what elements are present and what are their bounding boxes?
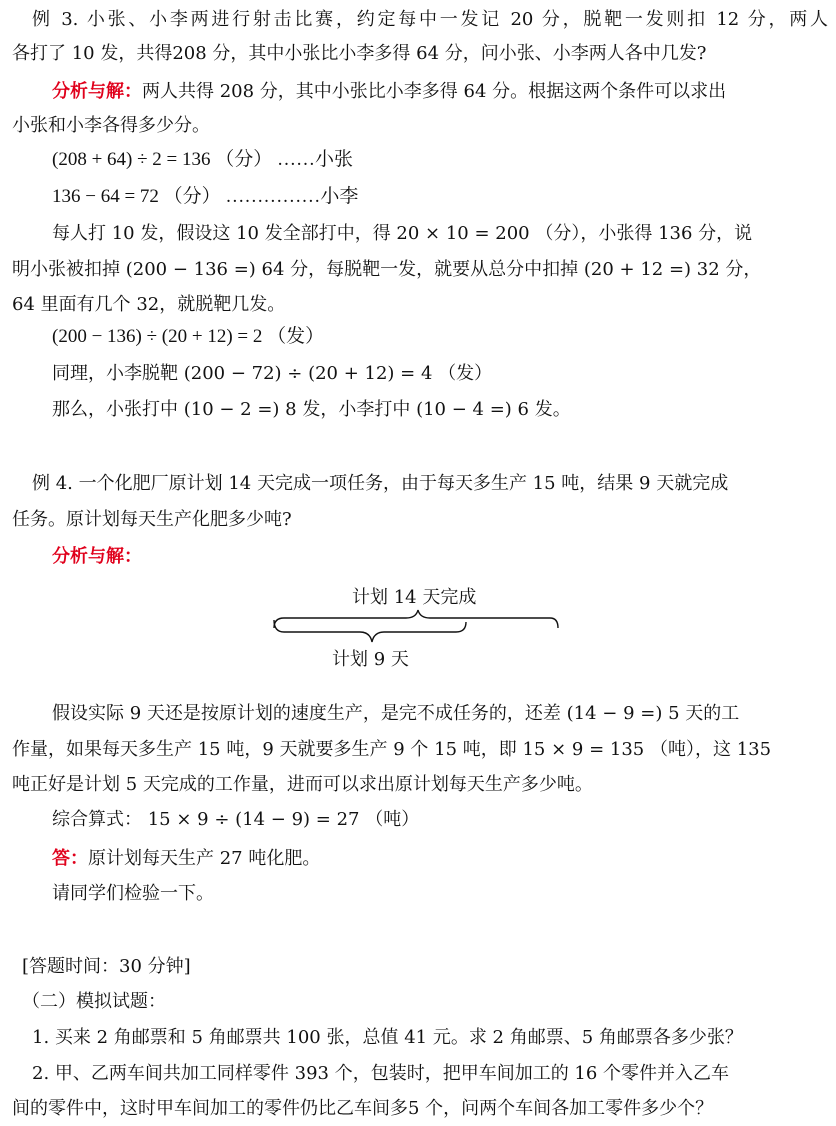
example4-problem-line1: 例 4. 一个化肥厂原计划 14 天完成一项任务，由于每天多生产 15 吨，结果 9 天就完成 (32, 473, 729, 494)
example3-problem-line2: 各打了 10 发，共得208 分，其中小张比小李多得 64 分，问小张、小李两人各中几发? (12, 43, 707, 64)
example4-analysis-label: 分析与解： (52, 546, 142, 567)
answer-text: 原计划每天生产 27 吨化肥。 (88, 848, 321, 869)
diagram-bottom-label: 计划 9 天 (332, 649, 409, 670)
diagram-top-label: 计划 14 天完成 (352, 587, 477, 608)
example4-paragraph-line1: 假设实际 9 天还是按原计划的速度生产，是完不成任务的，还差 (14 − 9 =) 5 天的工 (52, 703, 740, 724)
example4-paragraph-line3: 吨正好是计划 5 天完成的工作量，进而可以求出原计划每天生产多少吨。 (12, 774, 593, 795)
example4-answer (52, 847, 320, 871)
example4-verify: 请同学们检验一下。 (52, 883, 214, 904)
section-heading: （二）模拟试题： (22, 991, 166, 1012)
example4-paragraph-line2: 作量，如果每天多生产 15 吨，9 天就要多生产 9 个 15 吨，即 15 × 9 = 135 （吨），这 135 (12, 739, 772, 760)
example3-equation-4: 同理，小李脱靶 (200 − 72) ÷ (20 + 12) = 4 （发） (52, 363, 493, 384)
example3-analysis-line1 (52, 80, 726, 104)
example3-paragraph-line3: 64 里面有几个 32，就脱靶几发。 (12, 294, 286, 315)
example3-problem-line1: 例 3. 小张、小李两进行射击比赛，约定每中一发记 20 分，脱靶一发则扣 12 分，两人 (32, 9, 828, 30)
analysis-label: 分析与解： (52, 81, 142, 102)
example3-equation-5: 那么，小张打中 (10 − 2 =) 8 发，小李打中 (10 − 4 =) 6 发。 (52, 399, 571, 420)
answer-time: [答题时间：30 分钟] (22, 956, 191, 977)
example3-equation-2: 136 − 64 = 72 （分） ……………小李 (52, 186, 359, 207)
example4-problem-line2: 任务。原计划每天生产化肥多少吨? (12, 509, 292, 530)
bracket-diagram-svg (268, 582, 568, 682)
answer-label: 答： (52, 848, 88, 869)
question-2-line1: 2. 甲、乙两车间共加工同样零件 393 个，包装时，把甲车间加工的 16 个零件并入乙车 (32, 1063, 730, 1084)
example3-equation-3: (200 − 136) ÷ (20 + 12) = 2 （发） (52, 326, 325, 347)
analysis-text: 两人共得 208 分，其中小张比小李多得 64 分。根据这两个条件可以求出 (142, 81, 727, 102)
example3-equation-1: (208 + 64) ÷ 2 = 136 （分） ……小张 (52, 149, 354, 170)
brace-14-days (274, 610, 558, 628)
brace-9-days (274, 620, 466, 642)
example3-analysis-line2: 小张和小李各得多少分。 (12, 115, 210, 136)
example3-paragraph-line1: 每人打 10 发，假设这 10 发全部打中，得 20 × 10 = 200 （分），小张得 136 分，说 (52, 223, 753, 244)
example4-combined-formula: 综合算式： 15 × 9 ÷ (14 − 9) = 27 （吨） (52, 809, 420, 830)
example3-paragraph-line2: 明小张被扣掉 (200 − 136 =) 64 分，每脱靶一发，就要从总分中扣掉 (20 + 12 =) 32 分， (12, 259, 762, 280)
bracket-diagram (268, 582, 568, 682)
question-2-line2: 间的零件中，这时甲车间加工的零件仍比乙车间多5 个，问两个车间各加工零件多少个？ (12, 1098, 714, 1119)
question-1: 1. 买来 2 角邮票和 5 角邮票共 100 张，总值 41 元。求 2 角邮票、5 角邮票各多少张？ (32, 1027, 743, 1048)
